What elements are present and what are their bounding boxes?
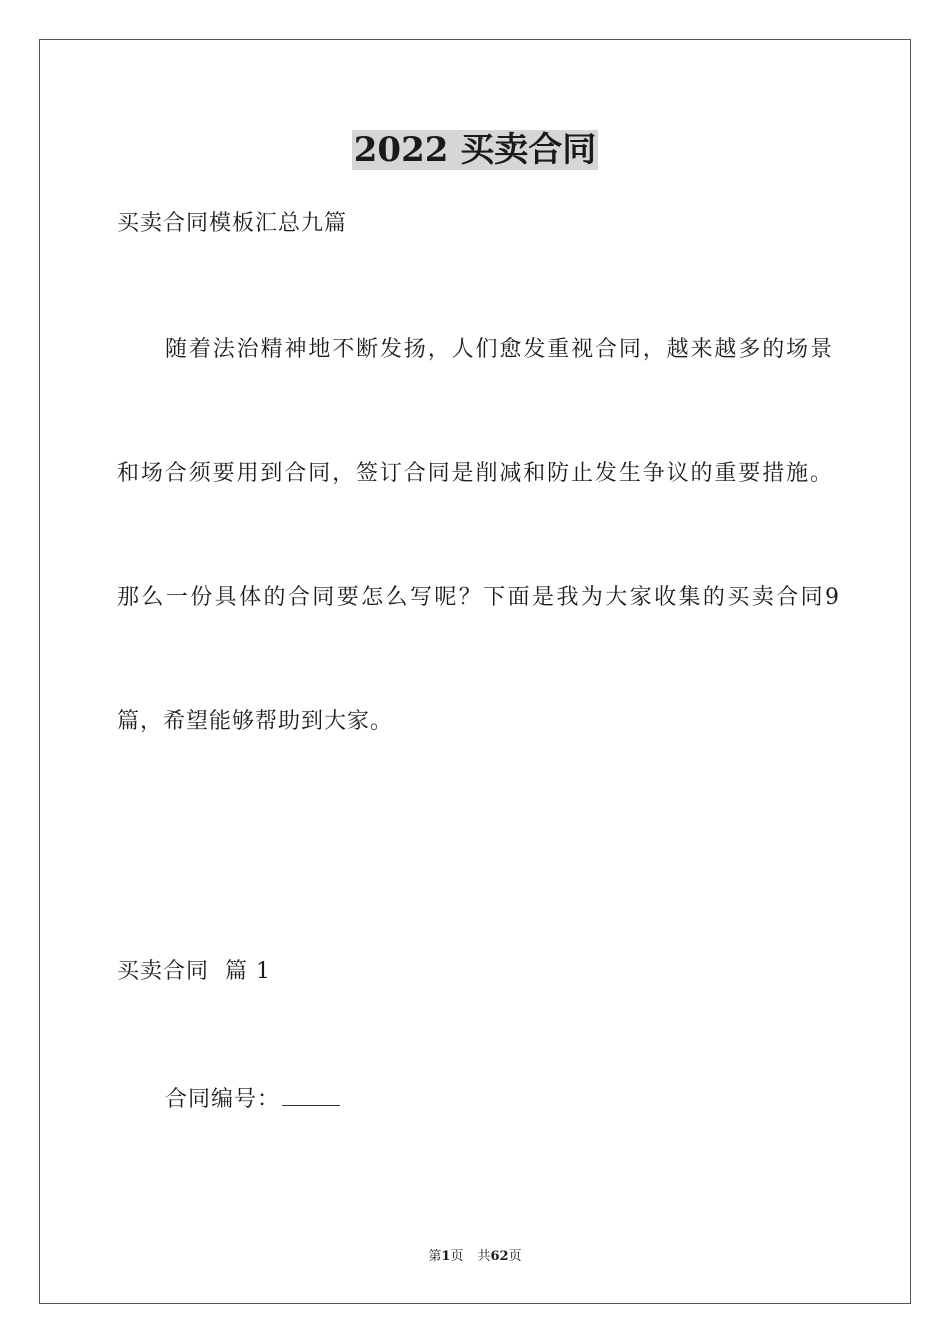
document-title	[0, 128, 950, 172]
intro-line-3: 那么一份具体的合同要怎么写呢？下面是我为大家收集的买卖合同9	[117, 585, 839, 610]
section-heading: 买卖合同 篇 1	[117, 959, 271, 984]
contract-number-row	[165, 1083, 340, 1115]
contract-number-label: 合同编号：	[165, 1087, 281, 1112]
footer-total-suffix: 页	[508, 1249, 522, 1264]
contract-number-field[interactable]	[282, 1083, 340, 1106]
intro-line-4: 篇，希望能够帮助到大家。	[117, 709, 394, 734]
footer-page-suffix: 页	[450, 1249, 464, 1264]
footer-total-prefix: 共	[477, 1249, 491, 1264]
document-title-text: 2022 买卖合同	[353, 130, 597, 170]
footer-page-prefix: 第	[428, 1249, 442, 1264]
intro-line-1: 随着法治精神地不断发扬，人们愈发重视合同，越来越多的场景	[165, 337, 832, 362]
footer-page-total: 62	[490, 1249, 509, 1264]
footer-page-current: 1	[441, 1249, 451, 1264]
document-subtitle: 买卖合同模板汇总九篇	[117, 211, 348, 236]
intro-line-2: 和场合须要用到合同，签订合同是削减和防止发生争议的重要措施。	[117, 461, 832, 486]
page-footer	[0, 1248, 950, 1266]
